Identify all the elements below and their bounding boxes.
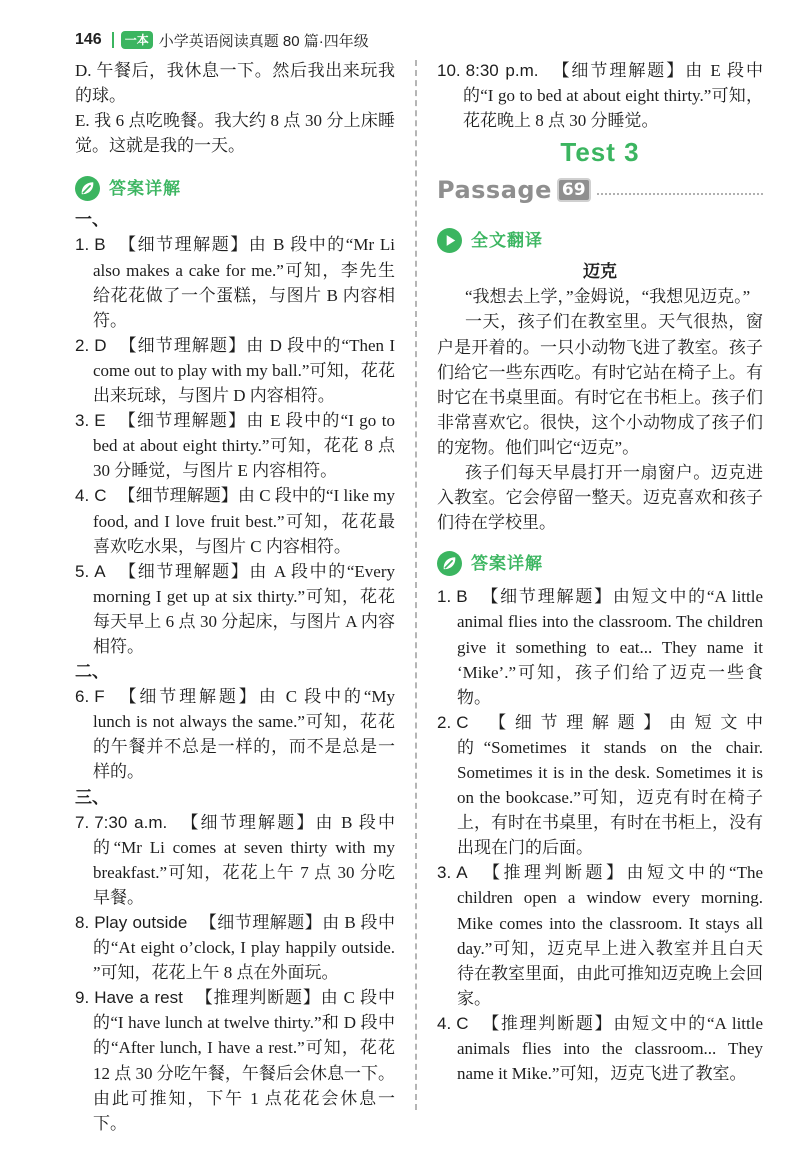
- answer-item-4: [75, 483, 395, 558]
- translation-heading-text: 全文翻译: [471, 230, 543, 250]
- item-number: 10.: [437, 61, 461, 80]
- explanation-text: 由 B 段中的“Mr Li also makes a cake for me.”可知，李先生给花花做了一个蛋糕，与图片 B 内容相符。: [93, 235, 395, 330]
- item-answer: 7:30 a.m.: [94, 812, 168, 832]
- item-answer: B: [94, 235, 106, 255]
- answer-item-1: [437, 584, 763, 709]
- answer-item-1: [75, 232, 395, 332]
- part-label-3: 三、: [75, 787, 109, 807]
- question-type: 【细节理解题】: [118, 486, 238, 506]
- item-number: 2.: [437, 712, 452, 732]
- answer-item-4: [437, 1011, 763, 1086]
- leaf-icon-graphic: [437, 551, 462, 576]
- explanation-text: 由短文中的“A little animal flies into the classroom. The children give it something to eat... They name it ‘Mike’.”可知，孩子们给了迈克一些食物。: [457, 587, 764, 707]
- explanation-text: 由 B 段中的“Mr Li comes at seven thirty with my breakfast.”可知，花花上午 7 点 30 分吃早餐。: [93, 812, 396, 907]
- explanation-text: 由 C 段中的“I like my food, and I love fruit best.”可知，花花最喜欢吃水果，与图片 C 内容相符。: [93, 486, 396, 556]
- part-label-2: 二、: [75, 662, 109, 682]
- item-number: 4.: [437, 1013, 452, 1033]
- question-type: 【细节理解题】: [199, 913, 323, 932]
- item-number: 5.: [75, 561, 90, 581]
- item-answer: C: [456, 712, 469, 732]
- item-answer: D: [94, 335, 107, 355]
- explanation-text: 由 D 段中的“Then I come out to play with my ball.”可知，花花出来玩球，与图片 D 内容相符。: [93, 335, 396, 406]
- item-answer: B: [456, 587, 468, 607]
- answers-heading-text: 答案详解: [471, 553, 543, 573]
- answer-item-9: [75, 985, 395, 1136]
- item-answer: F: [94, 687, 105, 707]
- answer-item-3: [75, 408, 395, 483]
- question-type: 【细节理解题】: [480, 712, 669, 732]
- story-paragraph-1: “我想去上学，”金姆说，“我想见迈克。”: [465, 287, 751, 307]
- question-type: 【细节理解题】: [118, 335, 247, 355]
- translation-line-d: D. 午餐后，我休息一下。然后我出来玩我的球。: [75, 61, 395, 106]
- play-icon-graphic: [437, 228, 462, 253]
- answer-item-10: [437, 58, 763, 133]
- explanation-text: 由 B 段中的“At eight o’clock, I play happily outside. ”可知，花花上午 8 点在外面玩。: [93, 913, 395, 983]
- item-answer: A: [94, 561, 106, 581]
- dotted-rule: [597, 193, 763, 195]
- passage-label: Passage: [437, 176, 552, 205]
- explanation-text: 由 E 段中的“I go to bed at about eight thirty.”可知，花花晚上 8 点 30 分睡觉。: [463, 61, 763, 131]
- page-header: [75, 28, 369, 52]
- question-type: 【推理判断题】: [194, 988, 321, 1008]
- answer-item-2: [437, 710, 763, 861]
- item-answer: Have a rest: [94, 988, 183, 1008]
- item-answer: C: [94, 486, 107, 506]
- translation-line-e: E. 我 6 点吃晚餐。我大约 8 点 30 分上床睡觉。这就是我的一天。: [75, 111, 395, 156]
- item-answer: E: [94, 411, 106, 431]
- leaf-icon-graphic: [75, 176, 100, 201]
- item-number: 4.: [75, 486, 90, 506]
- item-answer: C: [456, 1013, 469, 1033]
- explanation-text: 由短文中的“A little animals flies into the classroom... They name it Mike.”可知，迈克飞进了教室。: [457, 1013, 764, 1084]
- question-type: 【细节理解题】: [117, 411, 247, 431]
- item-number: 3.: [437, 863, 452, 883]
- answer-item-3: [437, 860, 763, 1011]
- question-type: 【细节理解题】: [179, 812, 316, 832]
- explanation-text: 由短文中的“The children open a window every morning. Mike comes into the classroom. It stays all day.”可知，迈克早上进入教室并且白天待在教室里面，由此可推知迈克晚上会回家。: [457, 863, 764, 1008]
- item-answer: 8:30 p.m.: [465, 61, 539, 80]
- item-number: 1.: [75, 235, 90, 255]
- item-number: 3.: [75, 411, 90, 431]
- answers-heading-text: 答案详解: [109, 178, 181, 198]
- explanation-text: 由 A 段中的“Every morning I get up at six thirty.”可知，花花每天早上 6 点 30 分起床，与图片 A 内容相符。: [93, 561, 396, 656]
- answer-item-7: [75, 810, 395, 910]
- explanation-text: 由 E 段中的“I go to bed at about eight thirty.”可知，花花 8 点 30 分睡觉，与图片 E 内容相符。: [93, 411, 395, 481]
- story-title: 迈克: [583, 262, 617, 282]
- item-number: 9.: [75, 988, 90, 1008]
- test-title: Test 3: [560, 137, 640, 168]
- item-number: 7.: [75, 812, 90, 832]
- question-type: 【细节理解题】: [117, 561, 250, 581]
- question-type: 【细节理解题】: [479, 587, 613, 607]
- item-number: 2.: [75, 335, 90, 355]
- answers-heading: [75, 173, 395, 203]
- answers-heading: [437, 548, 763, 578]
- question-type: 【细节理解题】: [116, 687, 259, 707]
- leaf-icon: [75, 176, 100, 201]
- book-title: 小学英语阅读真题 80 篇·四年级: [158, 32, 369, 50]
- question-type: 【推理判断题】: [479, 863, 627, 883]
- explanation-text: 由 C 段中的“My lunch is not always the same.”可知，花花的午餐并不总是一样的，而不是总是一样的。: [93, 687, 396, 782]
- explanation-text: 由短文中的“Sometimes it stands on the chair. Sometimes it is in the desk. Sometimes it is on the bookcase.”可知，迈克有时在椅子上，有时在书桌里，有时在书柜上，没有出现在门的后面。: [457, 712, 764, 858]
- item-number: 1.: [437, 587, 452, 607]
- leaf-icon: [437, 551, 462, 576]
- question-type: 【推理判断题】: [480, 1013, 614, 1033]
- left-column: [75, 58, 395, 1136]
- item-answer: A: [456, 863, 468, 883]
- item-number: 6.: [75, 687, 90, 707]
- question-type: 【细节理解题】: [550, 61, 686, 80]
- question-type: 【细节理解题】: [117, 235, 249, 255]
- item-answer: Play outside: [94, 913, 188, 932]
- passage-number-badge: 69: [557, 178, 591, 202]
- publisher-logo: 一本: [121, 31, 153, 49]
- header-divider: [112, 32, 114, 48]
- item-number: 8.: [75, 913, 90, 932]
- column-divider: [415, 60, 417, 1110]
- story-paragraph-2: 一天，孩子们在教室里。天气很热，窗户是开着的。一只小动物飞进了教室。孩子们给它一些东西吃。有时它站在椅子上。有时它在书桌里面。有时它在书柜上。孩子们非常喜欢它。很快，这个小动物成了孩子们的宠物。他们叫它“迈克”。: [437, 312, 763, 457]
- part-label-1: 一、: [75, 210, 109, 230]
- right-column: [437, 58, 763, 1086]
- answer-item-5: [75, 559, 395, 659]
- answer-item-6: [75, 684, 395, 784]
- translation-heading: [437, 225, 763, 255]
- answer-item-2: [75, 333, 395, 408]
- passage-header: [437, 173, 763, 207]
- explanation-text: 由 C 段中的“I have lunch at twelve thirty.”和 D 段中的“After lunch, I have a rest.”可知，花花 12 点 30 分吃午餐，午餐后会休息一下。由此可推知，下午 1 点花花会休息一下。: [93, 988, 395, 1133]
- page-number: 146: [75, 31, 102, 48]
- answer-item-8: [75, 910, 395, 985]
- story-paragraph-3: 孩子们每天早晨打开一扇窗户。迈克进入教室。它会停留一整天。迈克喜欢和孩子们待在学校里。: [437, 463, 763, 533]
- play-icon: [437, 228, 462, 253]
